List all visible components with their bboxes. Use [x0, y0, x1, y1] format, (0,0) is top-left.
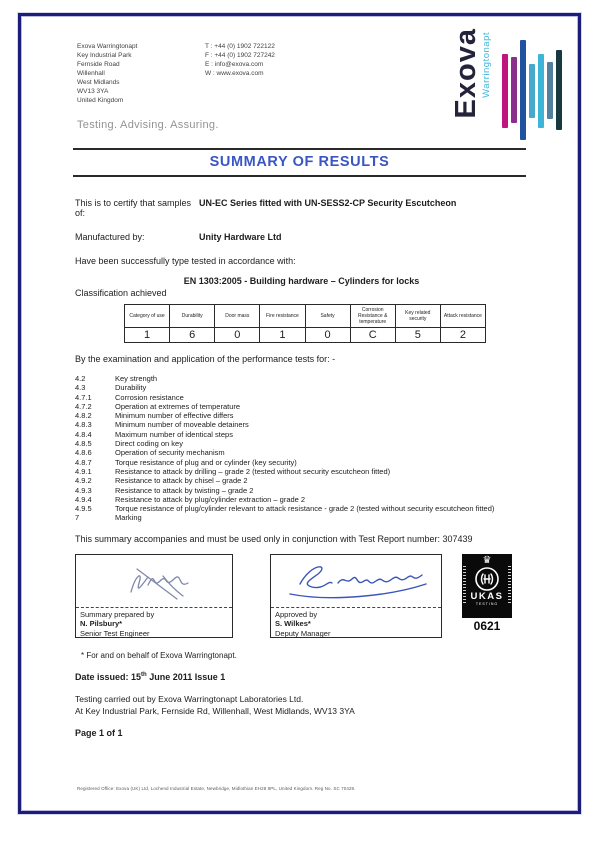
test-description: Minimum number of moveable detainers: [115, 420, 249, 430]
page-header: [21, 16, 578, 146]
contact-line: E : info@exova.com: [205, 61, 264, 68]
test-item: [75, 420, 528, 429]
report-number-note: This summary accompanies and must be used only in conjunction with Test Report number: 307439: [75, 533, 473, 544]
ukas-crown-icon: ♛: [482, 554, 492, 566]
test-item: [75, 430, 528, 439]
lab-address: [77, 42, 137, 105]
test-item: [75, 448, 528, 457]
test-clause-ref: 4.8.7: [75, 457, 92, 467]
classification-value-cell: 0: [215, 327, 260, 342]
page-number: Page 1 of 1: [75, 727, 123, 738]
logo-bar: [538, 54, 544, 128]
classification-header-row: [125, 305, 485, 327]
contact-line: T : +44 (0) 1902 722122: [205, 43, 275, 50]
carried-out-line-1: Testing carried out by Exova Warringtonapt Laboratories Ltd.: [75, 693, 304, 704]
ukas-sub-label: TESTING: [475, 601, 499, 606]
classification-value-cell: 1: [125, 327, 170, 342]
test-item: [75, 439, 528, 448]
test-clause-ref: 4.9.5: [75, 504, 92, 514]
logo-brand-text: Exova: [450, 28, 482, 119]
prepared-caption: Summary prepared by: [80, 609, 155, 619]
certify-samples-value: UN-EC Series fitted with UN-SESS2-CP Security Escutcheon: [199, 198, 457, 208]
classification-header-cell: Fire resistance: [260, 305, 305, 327]
manufactured-label: Manufactured by:: [75, 232, 145, 242]
date-prefix: Date issued: 15: [75, 671, 142, 682]
test-description: Operation at extremes of temperature: [115, 401, 241, 411]
test-clause-ref: 4.7.1: [75, 392, 92, 402]
address-line: West Midlands: [77, 79, 120, 86]
certificate-page: [18, 13, 581, 814]
ukas-logo: [462, 554, 512, 618]
test-description: Torque resistance of plug and or cylinder (key security): [115, 457, 297, 467]
test-clause-ref: 4.9.4: [75, 494, 92, 504]
approved-signature-scribble: [274, 556, 438, 606]
approved-caption: Approved by: [275, 609, 318, 619]
manufacturer-name: Unity Hardware Ltd: [199, 232, 282, 242]
test-item: [75, 467, 528, 476]
classification-header-cell: Durability: [170, 305, 215, 327]
approved-signature-labels: [271, 607, 441, 639]
test-item: [75, 495, 528, 504]
test-clause-ref: 7: [75, 513, 80, 523]
ukas-label: UKAS: [470, 590, 504, 602]
address-line: Exova Warringtonapt: [77, 43, 138, 50]
exova-logo: [451, 28, 562, 146]
test-description: Resistance to attack by twisting – grade 2: [115, 485, 254, 495]
classification-header-cell: Category of use: [125, 305, 170, 327]
certify-samples-row: [75, 198, 528, 218]
contact-line: W : www.exova.com: [205, 70, 264, 77]
prepared-name: N. Pilsbury*: [80, 619, 123, 629]
test-description: Resistance to attack by drilling – grade 2 (tested without security escutcheon fitted): [115, 466, 391, 476]
page-title: SUMMARY OF RESULTS: [209, 154, 390, 170]
test-clause-ref: 4.9.3: [75, 485, 92, 495]
test-description: Key strength: [115, 374, 158, 383]
logo-bar: [556, 50, 562, 130]
test-item: [75, 458, 528, 467]
test-clause-ref: 4.8.3: [75, 420, 92, 430]
logo-bar: [520, 40, 526, 140]
test-description: Maximum number of identical steps: [115, 429, 233, 439]
test-clause-ref: 4.8.4: [75, 429, 92, 439]
date-suffix: June 2011 Issue 1: [146, 671, 226, 682]
test-clause-ref: 4.9.2: [75, 476, 92, 486]
test-clause-ref: 4.7.2: [75, 401, 92, 411]
classification-value-cell: C: [351, 327, 396, 342]
logo-bar: [547, 62, 553, 119]
tests-intro: By the examination and application of the performance tests for: -: [75, 354, 336, 364]
registered-office-note: Registered Office: Exova (UK) Ltd, Lochend Industrial Estate, Newbridge, Midlothian EH28 8PL, United Kingdom. Reg No. SC 70429.: [77, 786, 356, 791]
test-description: Resistance to attack by chisel – grade 2: [115, 476, 248, 486]
prepared-signature-box: [75, 554, 233, 638]
test-clause-ref: 4.8.6: [75, 448, 92, 458]
address-line: Fernside Road: [77, 61, 120, 68]
logo-bar: [502, 54, 508, 128]
signature-section: [75, 554, 528, 638]
classification-value-row: [125, 327, 485, 342]
test-clause-ref: 4.2: [75, 374, 86, 383]
contact-line: F : +44 (0) 1902 727242: [205, 52, 275, 59]
classification-value-cell: 2: [441, 327, 485, 342]
prepared-signature-labels: [76, 607, 232, 639]
classification-value-cell: 5: [396, 327, 441, 342]
lab-contact: [205, 42, 275, 78]
classification-header-cell: Door mass: [215, 305, 260, 327]
test-item: [75, 402, 528, 411]
test-clause-ref: 4.8.2: [75, 411, 92, 421]
date-ordinal: th: [141, 671, 147, 678]
logo-wordmark: [451, 28, 493, 146]
test-clause-ref: 4.8.5: [75, 439, 92, 449]
test-description: Operation of security mechanism: [115, 448, 225, 458]
test-description: Direct coding on key: [115, 439, 183, 449]
address-line: Willenhall: [77, 70, 105, 77]
ukas-circle-icon: [474, 566, 500, 592]
manufactured-row: [75, 232, 528, 242]
prepared-role: Senior Test Engineer: [80, 628, 150, 638]
classification-label: Classification achieved: [75, 288, 167, 298]
classification-header-cell: Safety: [306, 305, 351, 327]
prepared-signature-scribble: [79, 556, 229, 606]
test-clause-ref: 4.3: [75, 383, 86, 393]
logo-bars-icon: [502, 28, 562, 146]
address-line: WV13 3YA: [77, 88, 109, 95]
behalf-note: * For and on behalf of Exova Warringtonapt.: [81, 650, 237, 660]
classification-header-cell: Key related security: [396, 305, 441, 327]
test-item: [75, 504, 528, 513]
address-line: United Kingdom: [77, 97, 124, 104]
address-line: Key Industrial Park: [77, 52, 132, 59]
certify-section: [75, 198, 528, 298]
test-item: [75, 383, 528, 392]
prepared-signature-image: [76, 555, 232, 607]
classification-header-cell: Attack resistance: [443, 313, 482, 319]
test-item: [75, 393, 528, 402]
testing-carried-out: [75, 693, 528, 717]
logo-bar: [511, 57, 517, 123]
tests-list: [75, 374, 528, 523]
approved-role: Deputy Manager: [275, 628, 331, 638]
tagline: Testing. Advising. Assuring.: [77, 119, 219, 131]
logo-sub-text: Warringtonapt: [481, 32, 492, 98]
tested-line: Have been successfully type tested in accordance with:: [75, 256, 296, 266]
document-body: [21, 198, 578, 738]
test-item: [75, 411, 528, 420]
certify-samples-label: This is to certify that samples of:: [75, 198, 192, 218]
standard-reference: EN 1303:2005 - Building hardware – Cylinders for locks: [183, 276, 420, 286]
logo-bar: [529, 64, 535, 118]
test-description: Resistance to attack by plug/cylinder extraction – grade 2: [115, 494, 306, 504]
classification-value-cell: 0: [306, 327, 351, 342]
approved-signature-box: [270, 554, 442, 638]
test-item: [75, 486, 528, 495]
approved-name: S. Wilkes*: [275, 619, 311, 629]
test-item: [75, 374, 528, 383]
test-description: Minimum number of effective differs: [115, 411, 234, 421]
test-description: Torque resistance of plug/cylinder relevant to attack resistance - grade 2 (tested without security escutcheon fitted): [115, 504, 495, 514]
title-block: [73, 148, 526, 177]
classification-value-cell: 6: [170, 327, 215, 342]
test-item: [75, 476, 528, 485]
ukas-number: 0621: [473, 618, 501, 633]
classification-header-cell: Corrosion Resistance & temperature: [351, 305, 396, 327]
classification-value-cell: 1: [260, 327, 305, 342]
test-clause-ref: 4.9.1: [75, 466, 92, 476]
approved-signature-image: [271, 555, 441, 607]
ukas-accreditation-mark: [461, 554, 513, 633]
classification-table: [124, 304, 486, 343]
test-description: Marking: [115, 513, 142, 523]
carried-out-line-2: At Key Industrial Park, Fernside Rd, Willenhall, West Midlands, WV13 3YA: [75, 705, 355, 716]
test-description: Corrosion resistance: [115, 392, 184, 402]
test-item: [75, 513, 528, 522]
date-issued-line: [75, 672, 528, 682]
test-description: Durability: [115, 383, 147, 393]
